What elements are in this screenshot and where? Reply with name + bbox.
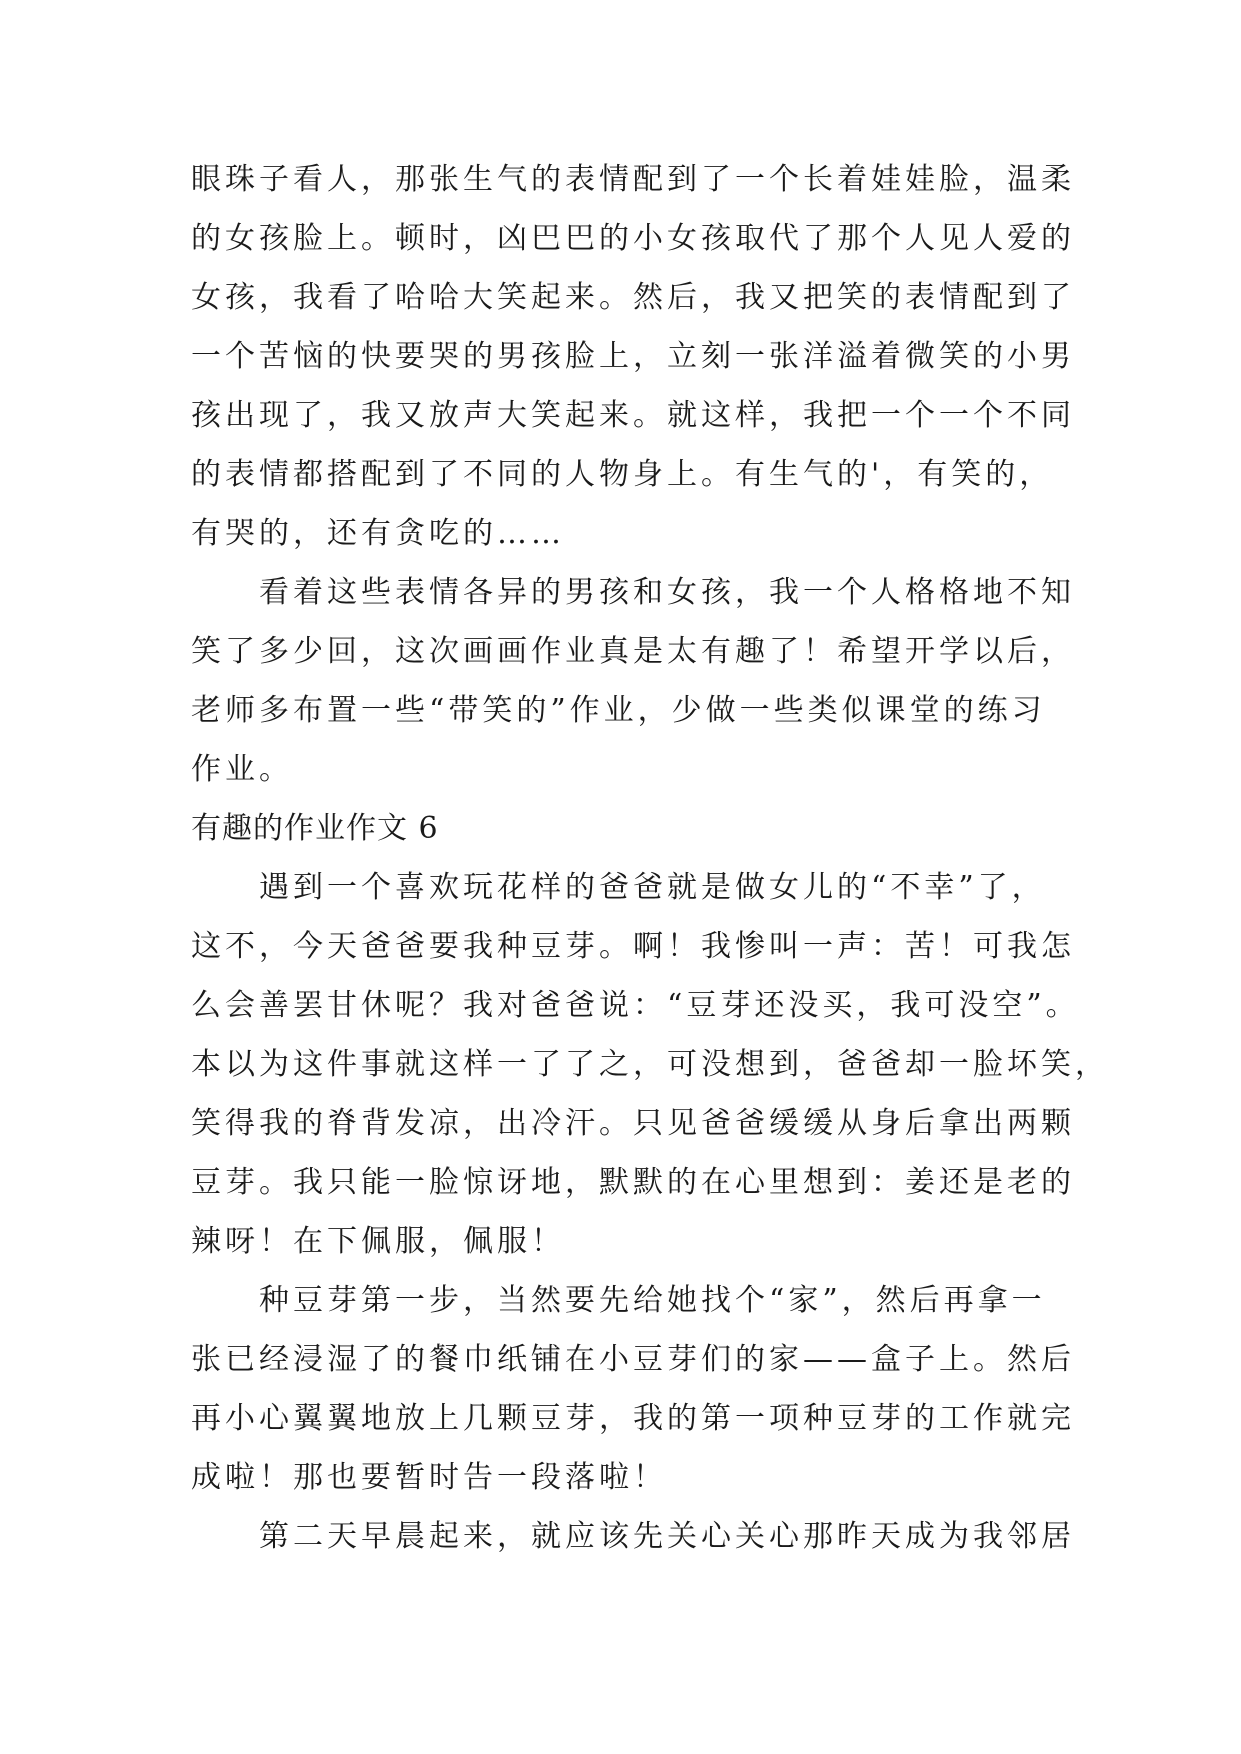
text-line: 豆芽。我只能一脸惊讶地，默默的在心里想到：姜还是老的 xyxy=(191,1165,1075,1200)
text-line: 女孩，我看了哈哈大笑起来。然后，我又把笑的表情配到了 xyxy=(191,280,1075,315)
paragraph-start-line: 第二天早晨起来，就应该先关心关心那昨天成为我邻居 xyxy=(259,1519,1075,1554)
text-line: 张已经浸湿了的餐巾纸铺在小豆芽们的家——盒子上。然后 xyxy=(191,1342,1075,1377)
text-line: 的女孩脸上。顿时，凶巴巴的小女孩取代了那个人见人爱的 xyxy=(191,221,1075,256)
text-line: 这不，今天爸爸要我种豆芽。啊！我惨叫一声：苦！可我怎 xyxy=(191,929,1075,964)
text-line: 辣呀！在下佩服，佩服！ xyxy=(191,1224,565,1259)
text-line: 笑了多少回，这次画画作业真是太有趣了！希望开学以后， xyxy=(191,634,1075,669)
text-line: 的表情都搭配到了不同的人物身上。有生气的'，有笑的， xyxy=(191,457,1054,492)
text-line: 眼珠子看人，那张生气的表情配到了一个长着娃娃脸，温柔 xyxy=(191,162,1075,197)
paragraph-start-line: 看着这些表情各异的男孩和女孩，我一个人格格地不知 xyxy=(259,575,1075,610)
text-line: 作业。 xyxy=(191,752,293,787)
text-line: 成啦！那也要暂时告一段落啦！ xyxy=(191,1460,667,1495)
text-line: 一个苦恼的快要哭的男孩脸上，立刻一张洋溢着微笑的小男 xyxy=(191,339,1075,374)
text-line: 笑得我的脊背发凉，出冷汗。只见爸爸缓缓从身后拿出两颗 xyxy=(191,1106,1075,1141)
text-line: 有哭的，还有贪吃的…… xyxy=(191,516,565,551)
text-line: 孩出现了，我又放声大笑起来。就这样，我把一个一个不同 xyxy=(191,398,1075,433)
paragraph-start-line: 种豆芽第一步，当然要先给她找个“家”，然后再拿一 xyxy=(259,1283,1046,1318)
text-line: 再小心翼翼地放上几颗豆芽，我的第一项种豆芽的工作就完 xyxy=(191,1401,1075,1436)
essay-body xyxy=(191,150,1109,1566)
section-heading: 有趣的作业作文 6 xyxy=(191,811,439,846)
text-line: 么会善罢甘休呢？我对爸爸说：“豆芽还没买，我可没空”。 xyxy=(191,988,1080,1023)
text-line: 老师多布置一些“带笑的”作业，少做一些类似课堂的练习 xyxy=(191,693,1046,728)
paragraph-start-line: 遇到一个喜欢玩花样的爸爸就是做女儿的“不幸”了， xyxy=(259,870,1046,905)
text-line: 本以为这件事就这样一了了之，可没想到，爸爸却一脸坏笑， xyxy=(191,1047,1109,1082)
